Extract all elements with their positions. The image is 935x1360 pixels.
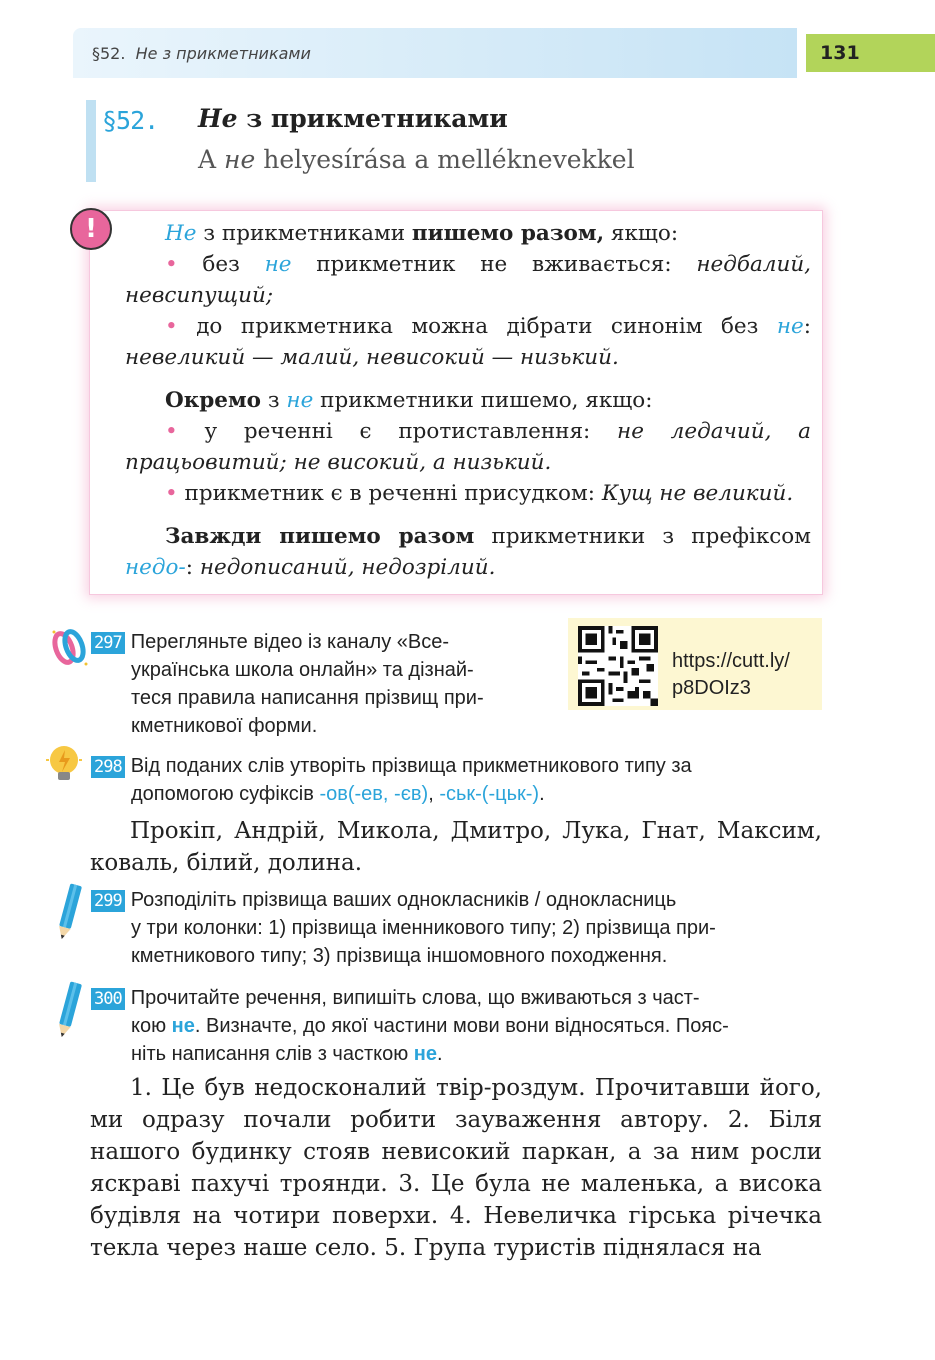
exercise-299: 299 Розподіліть прізвища ваших однокласників / однокласниць у три колонки: 1) прізвища іменникового типу; 2) прізвища при- кметникового типу; 3) прізвища іншомовного походження. [91, 886, 823, 970]
exercise-number: 298 [91, 756, 125, 778]
qr-code-icon[interactable] [578, 626, 658, 706]
video-link[interactable]: https://cutt.ly/ p8DOIz3 [672, 650, 790, 699]
exercise-298-words: Прокіп, Андрій, Микола, Дмитро, Лука, Гнат, Максим, коваль, білий, долина. [90, 818, 822, 876]
pencil-icon [54, 980, 84, 1040]
pencil-icon [54, 882, 84, 942]
page-number: 131 [806, 34, 935, 72]
exercise-298: 298 Від поданих слів утворіть прізвища прикметникового типу за допомогою суфіксів -ов(-ев, -єв), -ськ-(-цьк-). [91, 752, 823, 808]
exercise-300-text: 1. Це був недосконалий твір-роздум. Прочитавши його, ми одразу почали робити зауваження автору. 2. Біля нашого будинку стояв невисокий паркан, а за ним росли яскраві пахучі троянди. 3. Це була не маленька, а висока будівля на чотири поверхи. 4. Невеличка гірська річечка текла через наше село. 5. Група туристів піднялася на [90, 1075, 822, 1261]
section-accent-bar [86, 100, 96, 182]
exercise-297: 297 Перегляньте відео із каналу «Все- українська школа онлайн» та дізнай- теся правила написання прізвищ при- кметникової форми. [91, 628, 541, 740]
section-title: Не з прикметниками [198, 104, 508, 133]
exercise-300: 300 Прочитайте речення, випишіть слова, що вживаються з част- кою не. Визначте, до якої частини мови вони відносяться. Пояс- ніть написання слів з часткою не. [91, 984, 823, 1068]
exercise-number: 300 [91, 988, 125, 1010]
exclamation-icon: ! [70, 208, 112, 250]
exercise-number: 297 [91, 632, 125, 654]
link-icon [50, 624, 90, 670]
exercise-number: 299 [91, 890, 125, 912]
section-number: §52. [102, 106, 159, 135]
section-subtitle: A не helyesírása a melléknevekkel [198, 145, 635, 174]
rule-text: Не з прикметниками пишемо разом, якщо: • без не прикметник не вживається: недбалий, невсипущий; • до прикметника можна дібрати синонім без не: невеликий — малий, невисокий — низький. Окремо з не прикметники пишемо, якщо: • у реченні є протиставлення: не ледачий, а працьовитий; не високий, а низький. • прикметник є в реченні присудком: Кущ не великий. Завжди пишемо разом прикметники з префіксом недо-: недописаний, недозрілий. [125, 221, 812, 580]
header-section-label: §52. Не з прикметниками [92, 44, 311, 63]
lightbulb-icon [44, 742, 84, 786]
